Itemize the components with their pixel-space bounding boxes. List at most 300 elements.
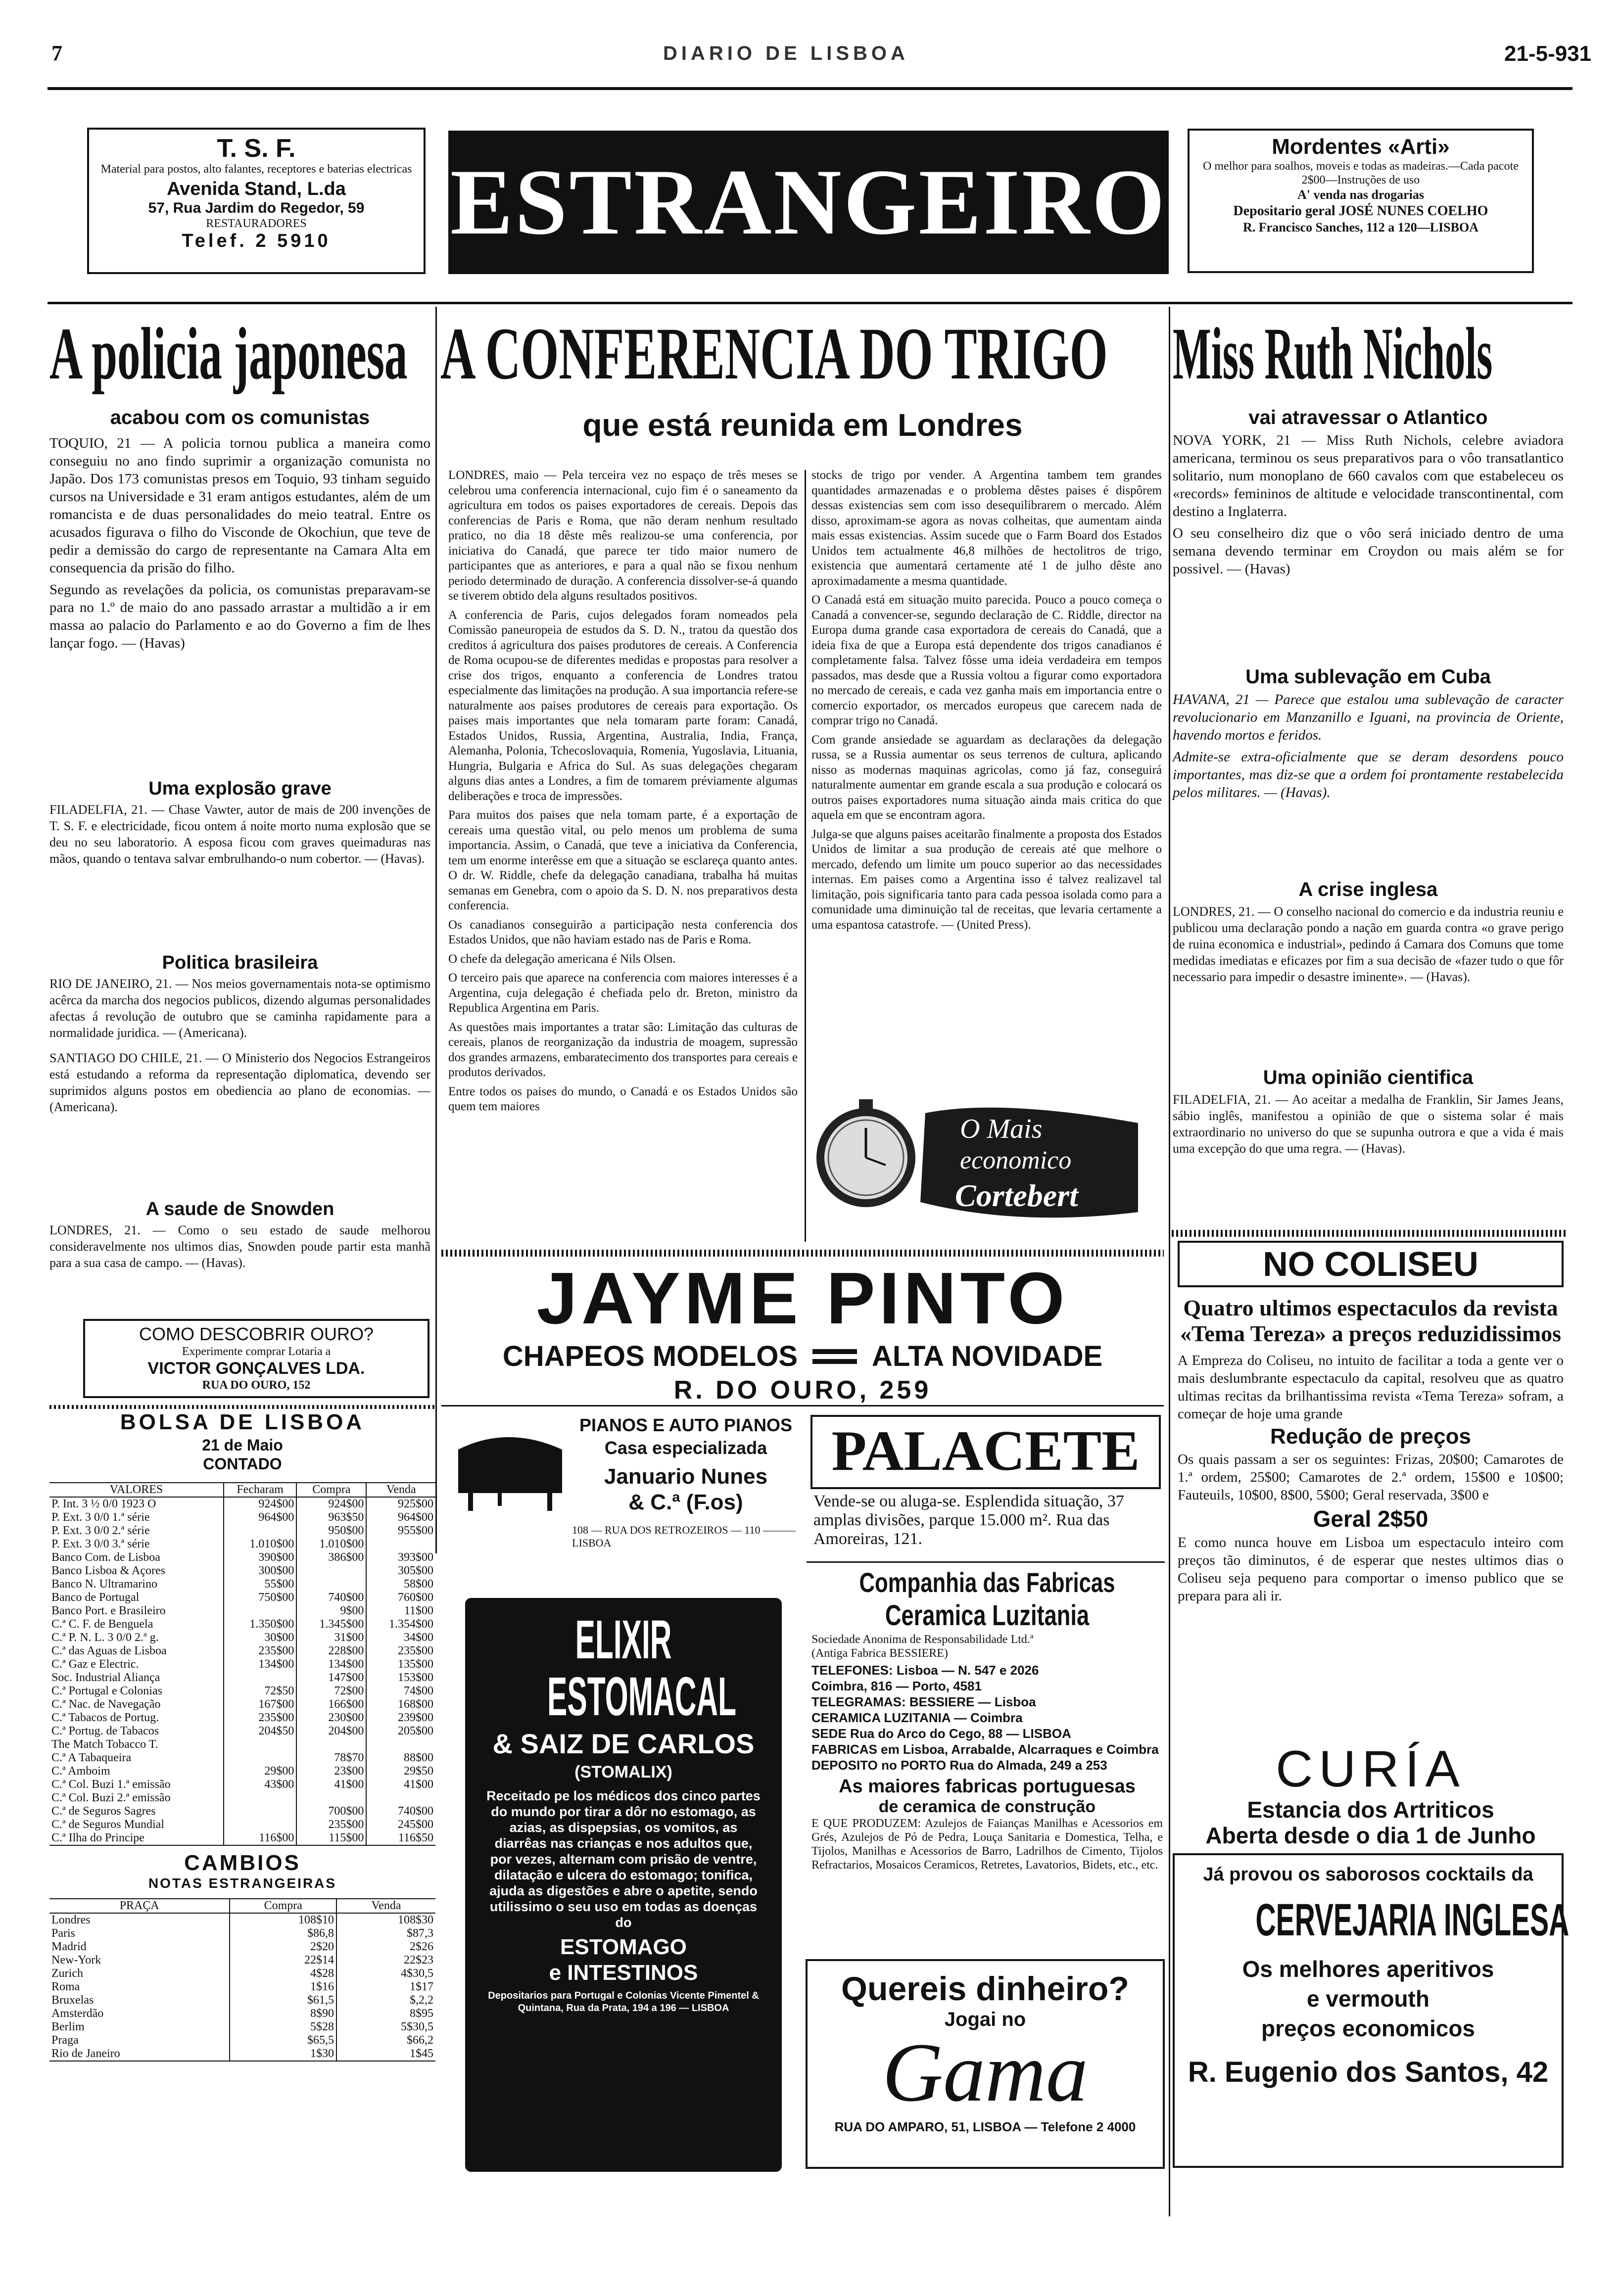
rule — [441, 1405, 1164, 1406]
ad-cervejaria — [1173, 1853, 1570, 2168]
headline: Uma explosão grave — [148, 778, 332, 799]
paragraph: NOVA YORK, 21 — Miss Ruth Nichols, celebre aviadora americana, terminou os seus preparativos para o vôo transatlantico solitario, num monoplano de 660 cavalos com que estabeleceu os «records» femininos de altitude e velocidade transcontinental, com destino a Inglaterra. — [1173, 432, 1564, 519]
table-cell: Londres — [51, 1914, 91, 1926]
cambios-title: CAMBIOS — [184, 1851, 301, 1875]
table-cell: 204$50 — [224, 1725, 297, 1738]
article-nichols — [1173, 307, 1564, 582]
table-cell — [224, 1818, 297, 1831]
table-cell: 740$00 — [296, 1591, 366, 1604]
ad-palacete-text: Vende-se ou aluga-se. Esplendida situação, 37 amplas divisões, parque 15.000 m². Rua das Amoreiras, 121. — [813, 1492, 1124, 1548]
col-header: PRAÇA — [49, 1899, 230, 1913]
table-cell: 88$00 — [366, 1751, 435, 1765]
table-cell: 245$00 — [366, 1818, 435, 1831]
table-cell: 925$00 — [366, 1497, 435, 1511]
table-cell: 1$17 — [336, 1980, 435, 1994]
table-cell: 1.350$00 — [224, 1618, 297, 1631]
subhead: vai atravessar o Atlantico — [1248, 407, 1488, 428]
table-cell — [224, 1805, 297, 1818]
table-cell: C.ª Amboim — [51, 1765, 110, 1778]
table-row — [49, 1698, 435, 1711]
ad-cervejaria-line2: Os melhores aperitivos — [1242, 1956, 1494, 1982]
table-row — [49, 1940, 435, 1954]
ad-curia-title: CURÍA — [1276, 1740, 1466, 1798]
table-cell: 8$95 — [336, 2007, 435, 2020]
table-cell: Madrid — [51, 1940, 87, 1953]
table-cell: 116$00 — [224, 1831, 297, 1845]
ad-cervejaria-line4: preços economicos — [1261, 2015, 1476, 2041]
ad-gama-sub: Jogai no — [944, 2009, 1026, 2030]
table-row — [49, 1658, 435, 1671]
ad-mordentes-line3: Depositario geral JOSÉ NUNES COELHO — [1233, 203, 1488, 219]
table-cell: 2$20 — [230, 1940, 336, 1954]
col-header: Compra — [296, 1483, 366, 1497]
table-cell: 41$00 — [366, 1778, 435, 1791]
table-cell: C.ª de Seguros Sagres — [51, 1805, 156, 1818]
ad-pianos-title: PIANOS E AUTO PIANOS — [579, 1415, 793, 1435]
table-cell: 235$00 — [366, 1644, 435, 1658]
ad-ceramica-highlight2: de ceramica de construção — [878, 1797, 1096, 1816]
ad-ceramica-title2: Ceramica Luzitania — [885, 1599, 1090, 1632]
paragraph: Segundo as revelações da policia, os comunistas preparavam-se para no 1.º de maio do ano passado arrastar a multidão a ir em massa ao palacio do Parlamento e ao do Governo a fim de lhes lançar fogo. — (Havas) — [49, 582, 430, 651]
table-cell: 29$50 — [366, 1765, 435, 1778]
ad-watch-line1: O Mais — [960, 1114, 1043, 1144]
paragraph: LONDRES, maio — Pela terceira vez no espaço de três meses se celebrou uma conferencia internacional, cujo fim é o saneamento da agricultura em todos os paises exportadores de cereais. Depois das conferencias de Paris e Roma, que não deram nenhum resultado pratico, no dia 18 dêste mês realizou-se uma conferencia, por iniciativa do Canadá, que parece ter tido maior numero de participantes que as anteriores, e para a qual não se fixou nenhum periodo determinado de duração. A conferencia dissolver-se-á quando se tiverem obtido dela alguns resultados positivos. — [448, 469, 798, 603]
ad-ceramica — [811, 1566, 1163, 1872]
ad-elixir — [465, 1598, 782, 2172]
table-cell: $86,8 — [230, 1927, 336, 1940]
ad-ceramica-sub2: (Antiga Fabrica BESSIERE) — [811, 1647, 948, 1660]
table-cell: 950$00 — [296, 1524, 366, 1538]
table-cell: 166$00 — [296, 1698, 366, 1711]
table-row — [49, 1618, 435, 1631]
article-brazil — [49, 950, 430, 1115]
ad-watch-brand: Cortebert — [955, 1178, 1078, 1213]
col-header: VALORES — [49, 1483, 224, 1497]
ad-mordentes-line2: A' venda nas drogarias — [1297, 187, 1424, 202]
table-cell: 750$00 — [224, 1591, 297, 1604]
ad-ouro-line4: RUA DO OURO, 152 — [202, 1379, 311, 1392]
table-cell: 964$00 — [224, 1511, 297, 1524]
ad-ceramica-lines — [811, 1662, 1163, 1773]
ad-palacete — [807, 1410, 1165, 1558]
table-cell: 116$50 — [366, 1831, 435, 1845]
table-cell: 22$14 — [230, 1954, 336, 1967]
paragraph: RIO DE JANEIRO, 21. — Nos meios governamentais nota-se optimismo acêrca da marcha dos negocios publicos, dizendo algumas personalidades afectas á revolução de outubro que se caminha rapidamente para a normalidade juridica. — (Americana). — [49, 977, 430, 1040]
ad-jayme-left: CHAPEOS MODELOS — [502, 1340, 798, 1372]
table-cell: 1.010$00 — [296, 1538, 366, 1551]
table-row — [49, 1791, 435, 1805]
table-row — [49, 1551, 435, 1564]
table-cell: Paris — [51, 1927, 75, 1940]
table-cell: 58$00 — [366, 1578, 435, 1591]
paragraph: Os canadianos conseguirão a participação nesta conferencia dos Estados Unidos, que não haviam estado nas de Paris e Roma. — [448, 918, 798, 946]
paragraph: Entre todos os paises do mundo, o Canadá e os Estados Unidos são quem tem maiores — [448, 1084, 798, 1113]
ad-ceramica-title1: Companhia das Fabricas — [859, 1567, 1115, 1598]
paragraph: A Empreza do Coliseu, no intuito de facilitar a toda a gente ver o mais deslumbrante espectaculo da capital, resolveu que as quatro ultimas recitas da brilhantissima revista «Tema Tereza» sofram, a começar de hoje uma grande — [1178, 1353, 1564, 1422]
ad-ceramica-line: Coimbra, 816 — Porto, 4581 — [811, 1679, 982, 1693]
table-row — [49, 2020, 435, 2034]
headline: A saude de Snowden — [145, 1199, 334, 1219]
ad-pianos — [443, 1410, 800, 1558]
table-cell: C.ª de Seguros Mundial — [51, 1818, 164, 1831]
table-row — [49, 1538, 435, 1551]
ad-mordentes — [1188, 129, 1534, 273]
masthead-rule — [48, 87, 1572, 90]
table-cell: C.ª Ilha do Principe — [51, 1831, 144, 1844]
article-wheat — [440, 307, 1165, 447]
bolsa-title: BOLSA DE LISBOA — [120, 1410, 365, 1434]
table-row — [49, 1711, 435, 1725]
table-row — [49, 1927, 435, 1940]
column-rule-1 — [435, 307, 437, 1553]
table-cell — [224, 1524, 297, 1538]
article-crise — [1173, 876, 1564, 985]
table-row — [49, 1738, 435, 1751]
wheat-column-left — [448, 468, 798, 1119]
paragraph: O seu conselheiro diz que o vôo será iniciado dentro de uma semana devendo terminar em Croydon ou mais além se for possivel. — (Havas) — [1173, 525, 1564, 577]
paragraph: FILADELFIA, 21. — Chase Vawter, autor de mais de 200 invenções de T. S. F. e electricidade, ficou ontem á noite morto numa explosão que se deu no seu laboratorio. A esposa ficou com graves queimaduras nas mãos, quando o tentava salvar embrulhando-o num cobertor. — (Havas). — [49, 802, 430, 866]
table-cell: 386$00 — [296, 1551, 366, 1564]
ad-ouro-line3: VICTOR GONÇALVES LDA. — [147, 1359, 365, 1378]
table-cell — [296, 1564, 366, 1578]
table-cell: 205$00 — [366, 1725, 435, 1738]
issue-date: 21-5-931 — [1504, 42, 1592, 66]
table-cell: 153$00 — [366, 1671, 435, 1685]
headline: Politica brasileira — [162, 952, 318, 973]
table-row — [49, 1631, 435, 1644]
page-number: 7 — [51, 41, 62, 65]
ad-jayme-address: R. DO OURO, 259 — [673, 1376, 932, 1405]
table-row — [49, 1497, 435, 1511]
ad-ceramica-line: SEDE Rua do Arco do Cego, 88 — LISBOA — [811, 1726, 1071, 1741]
paragraph: A conferencia de Paris, cujos delegados foram nomeados pela Comissão paneuropeia de estudos da S. D. N., tratou da questão dos creditos á agricultura dos paises produtores de cereais. A Conferencia de Roma ocupou-se de diferentes medidas e propostas para resolver a crise dos trigos, enquanto a conferencia de Londres tratou especialmente das limitações na produção. A sua importancia refere-se naturalmente aos paises produtores de cereais para exportação. Os paises mais importantes que nela tomaram parte foram: Canadá, Estados Unidos, Russia, Argentina, Australia, India, França, Alemanha, Polonia, Tchecoslovaquia, Romenia, Yugoslavia, Lituania, Hungria, Bulgaria e Africa do Sul. As suas delegações chegaram alguns dias antes a Londres, a fim de tomarem préviamente algumas deliberações e troca de impressões. — [448, 608, 798, 803]
table-cell: 134$00 — [296, 1658, 366, 1671]
table-cell — [224, 1738, 297, 1751]
ad-tsf-phone: Telef. 2 5910 — [182, 231, 331, 251]
table-cell: C.ª Portugal e Colonias — [51, 1685, 162, 1697]
table-cell — [296, 1791, 366, 1805]
table-row — [49, 2047, 435, 2061]
ad-ceramica-line: FABRICAS em Lisboa, Arrabalde, Alcarraques e Coimbra — [811, 1742, 1159, 1757]
ad-elixir-paren: (STOMALIX) — [574, 1763, 672, 1781]
table-cell: 390$00 — [224, 1551, 297, 1564]
headline: A CONFERENCIA DO TRIGO — [440, 313, 1108, 395]
table-cell: 1$30 — [230, 2047, 336, 2061]
table-cell: 963$50 — [296, 1511, 366, 1524]
table-cell: 9$00 — [296, 1604, 366, 1618]
section-banner — [448, 131, 1169, 274]
ad-gama-question: Quereis dinheiro? — [841, 1970, 1129, 2008]
table-row — [49, 1805, 435, 1818]
table-row — [49, 1524, 435, 1538]
ad-elixir-depot: Depositarios para Portugal e Colonias Vicente Pimentel & Quintana, Rua da Prata, 194 a 196 — LISBOA — [488, 1990, 759, 2014]
ad-cervejaria-line3: e vermouth — [1307, 1986, 1429, 2012]
bolsa-date: 21 de Maio — [202, 1436, 283, 1454]
table-cell — [366, 1791, 435, 1805]
ad-elixir-title2: ESTOMACAL — [547, 1666, 737, 1727]
table-cell: Soc. Industrial Aliança — [51, 1671, 160, 1684]
ad-ceramica-footer: E QUE PRODUZEM: Azulejos de Faianças Manilhas e Acessorios em Grés, Azulejos de Pó de Pedra, Louça Sanitaria e Domestica, Telha, e Tijolos, Manilhas e Acessorios de Barro, Ladrilhos de Cimento, Tijolos Refractarios, Mosaicos Ceramicos, Retretes, Lavatorios, Bidets, etc., etc. — [811, 1817, 1163, 1872]
table-cell: 2$26 — [336, 1940, 435, 1954]
ad-pianos-name2: & C.ª (F.os) — [628, 1490, 743, 1514]
table-row — [49, 2034, 435, 2047]
table-cell: 43$00 — [224, 1778, 297, 1791]
table-row — [49, 1778, 435, 1791]
ad-tsf-address: 57, Rua Jardim do Regedor, 59 — [148, 200, 365, 216]
table-row — [49, 1831, 435, 1845]
ad-elixir-ending2: e INTESTINOS — [549, 1961, 698, 1985]
article-japan — [49, 307, 430, 656]
table-cell: 1.010$00 — [224, 1538, 297, 1551]
table-cell: $65,5 — [230, 2034, 336, 2047]
table-cell: 235$00 — [224, 1711, 297, 1725]
ad-curia — [1178, 1741, 1564, 1848]
ad-mordentes-line1: O melhor para soalhos, moveis e todas as madeiras.—Cada pacote 2$00—Instruções de uso — [1203, 160, 1519, 187]
ad-elixir-ending1: ESTOMAGO — [560, 1935, 687, 1959]
table-cell: 108$30 — [336, 1913, 435, 1927]
table-cell: C.ª Gaz e Electric. — [51, 1658, 139, 1671]
subhead: que está reunida em Londres — [582, 407, 1023, 443]
col-header: Compra — [230, 1899, 336, 1913]
table-cell: Banco Lisboa & Açores — [51, 1564, 165, 1577]
table-cell: C.ª A Tabaqueira — [51, 1751, 132, 1764]
table-cell: P. Ext. 3 0/0 3.ª série — [51, 1538, 150, 1550]
ad-elixir-title1: ELIXIR — [575, 1609, 672, 1670]
table-cell: 55$00 — [224, 1578, 297, 1591]
col-header: Fecharam — [224, 1483, 297, 1497]
article-explosion — [49, 776, 430, 867]
paragraph: Julga-se que alguns paises aceitarão finalmente a proposta dos Estados Unidos de limitar a sua produção de cereais até que melhore o mercado, defendo um limite um pouco superior ao das necessidades internas. Em paises como a Argentina isso é talvez realizavel tal limitação, pois significaria tanto para cada pessoa isolada como para a comunidade uma diminuição tal de receitas, que levaria certamente a uma espantosa catastrofe. — (United Press). — [811, 827, 1162, 932]
table-cell: 41$00 — [296, 1778, 366, 1791]
table-cell: Zurich — [51, 1967, 83, 1980]
table-row — [49, 1967, 435, 1980]
table-row — [49, 1751, 435, 1765]
ad-ceramica-line: TELEFONES: Lisboa — N. 547 e 2026 — [811, 1663, 1039, 1678]
ad-watch — [811, 1078, 1158, 1237]
table-cell: Roma — [51, 1980, 80, 1993]
table-cell — [224, 1751, 297, 1765]
ad-ceramica-highlight1: As maiores fabricas portuguesas — [839, 1776, 1136, 1797]
ad-ouro-line2: Experimente comprar Lotaria a — [182, 1345, 331, 1358]
ad-gama-name: Gama — [882, 2026, 1088, 2119]
table-cell: 78$70 — [296, 1751, 366, 1765]
table-cell: Banco N. Ultramarino — [51, 1578, 157, 1591]
table-cell: Bruxelas — [51, 1994, 94, 2007]
table-cell: $61,5 — [230, 1994, 336, 2007]
paper-name: DIARIO DE LISBOA — [663, 43, 909, 64]
table-cell: 305$00 — [366, 1564, 435, 1578]
coliseu-section — [1178, 1241, 1564, 1605]
table-row — [49, 1818, 435, 1831]
table-cell: 964$00 — [366, 1511, 435, 1524]
table-cell: Banco Com. de Lisboa — [51, 1551, 160, 1564]
ad-tsf-company: Avenida Stand, L.da — [167, 179, 346, 199]
table-cell: C.ª Nac. de Navegação — [51, 1698, 161, 1711]
subhead: acabou com os comunistas — [110, 407, 370, 428]
table-cell: 1$45 — [336, 2047, 435, 2061]
article-snowden — [49, 1196, 430, 1271]
table-row — [49, 1511, 435, 1524]
table-cell — [366, 1738, 435, 1751]
table-cell: 1.345$00 — [296, 1618, 366, 1631]
table-cell: 955$00 — [366, 1524, 435, 1538]
table-row — [49, 1604, 435, 1618]
table-row — [49, 1913, 435, 1927]
table-cell: 4$28 — [230, 1967, 336, 1980]
bolsa-section — [49, 1405, 435, 2062]
section-title: ESTRANGEIRO — [450, 150, 1167, 254]
ad-palacete-title: PALACETE — [831, 1419, 1140, 1483]
table-cell: 74$00 — [366, 1685, 435, 1698]
table-cell: 72$50 — [224, 1685, 297, 1698]
wheat-column-right — [811, 468, 1162, 937]
table-cell: 30$00 — [224, 1631, 297, 1644]
table-cell: 22$23 — [336, 1954, 435, 1967]
ad-curia-line1: Estancia dos Artriticos — [1247, 1797, 1494, 1823]
paragraph: Admite-se extra-oficialmente que se deram desordens pouco importantes, mas diz-se que a ordem foi prontamente restabelecida pelos militares. — (Havas). — [1173, 749, 1564, 800]
ad-elixir-body: Receitado pe los médicos dos cinco partes do mundo por tirar a dôr no estomago, as azias, as dispepsias, os vomitos, as diarrêas nas crianças e nos adultos que, por vezes, alternam com prisão de ventre, dilatação e ulcera do estomago; tonifica, ajuda as digestões e abre o apetite, sendo utilissimo o seu uso em todas as doenças do — [486, 1788, 761, 1930]
table-cell: 228$00 — [296, 1644, 366, 1658]
table-cell: C.ª P. N. L. 3 0/0 2.ª g. — [51, 1631, 159, 1644]
table-cell: 11$00 — [366, 1604, 435, 1618]
table-cell: 1.354$00 — [366, 1618, 435, 1631]
table-row — [49, 1725, 435, 1738]
table-cell: 31$00 — [296, 1631, 366, 1644]
table-cell — [366, 1538, 435, 1551]
table-cell: 167$00 — [224, 1698, 297, 1711]
headline: Uma opinião cientifica — [1263, 1067, 1474, 1088]
table-cell: C.ª C. F. de Benguela — [51, 1618, 153, 1631]
paragraph: O Canadá está em situação muito parecida. Pouco a pouco começa o Canadá a convencer-se, segundo declaração de C. Riddle, director na Europa duma grande casa exportadora de cereais do Canadá, que a ideia fixa de que a Europa está dependente dos trigos canadianos é completamente falsa. Talvez fôsse uma ideia verdadeira em tempos passados, mas desde que a Russia voltou a figurar como exportadora no mercado de cereais, e cada vez ganha mais em importancia entre o comercio exportador, os mercados europeus que carecem nada de comprar trigo no Canadá. — [811, 593, 1162, 727]
table-cell: 34$00 — [366, 1631, 435, 1644]
table-cell: 4$30,5 — [336, 1967, 435, 1980]
table-cell: Rio de Janeiro — [51, 2047, 120, 2060]
ad-gama — [806, 1959, 1165, 2169]
ad-mordentes-line4: R. Francisco Sanches, 112 a 120—LISBOA — [1243, 220, 1478, 234]
table-cell: 134$00 — [224, 1658, 297, 1671]
paragraph: O terceiro pais que aparece na conferencia com maiores interesses é a Argentina, cuja delegação é chefiada pelo dr. Breton, ministro da Republica Argentina em Paris. — [448, 971, 798, 1015]
article-cuba — [1173, 663, 1564, 805]
ad-jayme-right: ALTA NOVIDADE — [872, 1340, 1103, 1372]
ad-cervejaria-address: R. Eugenio dos Santos, 42 — [1188, 2056, 1549, 2088]
table-cell: 72$00 — [296, 1685, 366, 1698]
ad-ceramica-line: DEPOSITO no PORTO Rua do Almada, 249 a 253 — [811, 1758, 1107, 1773]
table-cell: 239$00 — [366, 1711, 435, 1725]
dotted-rule — [49, 1405, 435, 1409]
table-cell: 924$00 — [224, 1497, 297, 1511]
ad-pianos-address: 108 — RUA DOS RETROZEIROS — 110 ——— LISBOA — [572, 1524, 796, 1549]
table-row — [49, 1591, 435, 1604]
headline: Quatro ultimos espectaculos da revista «Tema Tereza» a preços reduzidissimos — [1180, 1295, 1562, 1346]
paragraph: As questões mais importantes a tratar são: Limitação das culturas de cereais, planos de reorganização da industria de moagem, supressão dos grandes armazens, embaratecimento dos transportes para cereais e produtos derivados. — [448, 1020, 798, 1079]
table-cell: Berlim — [51, 2020, 85, 2033]
table-cell: P. Ext. 3 0/0 1.ª série — [51, 1511, 150, 1524]
table-row — [49, 1578, 435, 1591]
table-cell: 230$00 — [296, 1711, 366, 1725]
paragraph: LONDRES, 21. — Como o seu estado de saude melhorou consideravelmente nos ultimos dias, Snowden poude partir esta manhã para a sua casa de campo. — (Havas). — [49, 1223, 430, 1270]
rule — [807, 1561, 1165, 1563]
ad-mordentes-title: Mordentes «Arti» — [1272, 135, 1450, 159]
table-cell — [224, 1671, 297, 1685]
ad-ceramica-line: TELEGRAMAS: BESSIERE — Lisboa — [811, 1694, 1036, 1709]
table-cell: 204$00 — [296, 1725, 366, 1738]
ad-tsf-title: T. S. F. — [217, 134, 296, 163]
ad-tsf — [87, 128, 426, 274]
table-cell — [296, 1578, 366, 1591]
coliseu-geral: Geral 2$50 — [1313, 1506, 1429, 1532]
ad-curia-line2: Aberta desde o dia 1 de Junho — [1205, 1823, 1536, 1848]
header-rule — [48, 302, 1572, 304]
table-cell: 235$00 — [296, 1818, 366, 1831]
table-cell: 5$28 — [230, 2020, 336, 2034]
table-cell: P. Int. 3 ½ 0/0 1923 O — [51, 1498, 156, 1510]
article-opiniao — [1173, 1064, 1564, 1157]
table-cell: C.ª das Aguas de Lisboa — [51, 1644, 167, 1657]
table-row — [49, 1564, 435, 1578]
piano-icon — [448, 1430, 572, 1514]
paragraph: stocks de trigo por vender. A Argentina tambem tem grandes quantidades armazenadas e o problema dêstes paises é dispôrem dessas existencias sem com isso desequilibrarem o mercado. Além disso, aproximam-se agora as novas colheitas, que aumentam ainda mais essas existencias. Assim sucede que o Farm Board dos Estados Unidos tem actualmente 46,8 milhões de hectolitros de trigo, existencia que aumentará certamente até 1 de julho dêste ano aproximadamente a mesma quantidade. — [811, 469, 1162, 588]
table-cell: 8$90 — [230, 2007, 336, 2020]
coliseu-title: NO COLISEU — [1178, 1241, 1564, 1287]
table-cell: 29$00 — [224, 1765, 297, 1778]
table-cell: 393$00 — [366, 1551, 435, 1564]
paragraph: Para muitos dos paises que nela tomam parte, é a exportação de cereais uma questão vital, ou pelo menos um problema de suma importancia. Assim, o Canadá, que teve a iniciativa da Conferencia, tem um enorme interêsse em que a situação se esclareça quanto antes. O dr. W. Riddle, chefe da delegação canadiana, trabalha há muitas semanas em Genebra, com o apoio da S. D. N. nos preparativos desta conferencia. — [448, 808, 798, 912]
paragraph: TOQUIO, 21 — A policia tornou publica a maneira como conseguiu no ano findo suprimir a organização comunista no Japão. Dos 173 comunistas presos em Toquio, 93 tinham seguido cursos na Universidade e 31 eram antigos estudantes, além de um romancista e de duas personalidades do meio teatral. Entre os acusados figurava o filho do Visconde de Okochiun, que teve de pedir a demissão do cargo de representante na Camara Alta em consequencia da prisão do filho. — [49, 435, 430, 576]
headline: Miss Ruth Nichols — [1173, 313, 1493, 395]
table-row — [49, 1980, 435, 1994]
cambios-table — [49, 1898, 435, 2062]
paragraph: Os quais passam a ser os seguintes: Frizas, 20$00; Camarotes de 1.ª ordem, 25$00; Camarotes de 2.ª ordem, 15$00 e 10$00; Fauteuils, 10$00, 8$00, 5$00; Geral reservada, 3$00 e — [1178, 1452, 1564, 1503]
table-cell: The Match Tobacco T. — [51, 1738, 158, 1751]
table-cell: 1$16 — [230, 1980, 336, 1994]
ad-pianos-name1: Januario Nunes — [604, 1464, 768, 1489]
table-cell: New-York — [51, 1954, 101, 1967]
table-cell: $87,3 — [336, 1927, 435, 1940]
ad-jayme — [441, 1258, 1164, 1407]
table-row — [49, 2007, 435, 2020]
headline: A policia japonesa — [49, 313, 408, 395]
ad-jayme-name: JAYME PINTO — [536, 1258, 1069, 1339]
table-cell: C.ª Col. Buzi 1.ª emissão — [51, 1778, 171, 1791]
table-cell — [296, 1738, 366, 1751]
ad-ouro-line1: COMO DESCOBRIR OURO? — [139, 1324, 374, 1344]
table-cell: $66,2 — [336, 2034, 435, 2047]
table-cell: 740$00 — [366, 1805, 435, 1818]
cambios-sub: NOTAS ESTRANGEIRAS — [148, 1875, 337, 1891]
table-row — [49, 1994, 435, 2007]
headline: A crise inglesa — [1298, 879, 1438, 900]
table-cell: 108$10 — [230, 1913, 336, 1927]
column-rule-3 — [1169, 307, 1170, 2216]
table-cell: 135$00 — [366, 1658, 435, 1671]
table-cell: 700$00 — [296, 1805, 366, 1818]
table-cell: 300$00 — [224, 1564, 297, 1578]
table-row — [49, 1765, 435, 1778]
table-cell: Amsterdão — [51, 2007, 104, 2020]
paragraph: Com grande ansiedade se aguardam as declarações da delegação russa, se a Russia aumentar os seus terrenos de cultura, aplicando nisso as modernas maquinas agricolas, como já faz, conseguirá naturalmente aumentar em grande escala a sua produção e colocará os outros paises exportadores numa situação ainda mais critica do que aquela em que se encontram agora. — [811, 733, 1162, 822]
table-cell: P. Ext. 3 0/0 2.ª série — [51, 1524, 150, 1537]
table-cell: 760$00 — [366, 1591, 435, 1604]
table-cell: C.ª Portug. de Tabacos — [51, 1725, 159, 1737]
table-cell — [224, 1791, 297, 1805]
ad-pianos-sub: Casa especializada — [604, 1438, 767, 1458]
column-rule-2 — [805, 470, 806, 1242]
table-cell — [224, 1604, 297, 1618]
dotted-rule — [1172, 1230, 1568, 1237]
paragraph: E como nunca houve em Lisboa um espectaculo inteiro com preços tão diminutos, é de esperar que nestes ultimos dias o Coliseu seja pequeno para comportar o imenso publico que se prepara para ali ir. — [1178, 1535, 1564, 1604]
ad-watch-line2: economico — [960, 1146, 1072, 1174]
paragraph: FILADELFIA, 21. — Ao aceitar a medalha de Franklin, Sir James Jeans, sábio inglês, manifestou a opinião de que o sistema solar é mais extraordinario no universo do que se supunha outrora e que a vida é mais uma excepção do que uma regra. — (Havas). — [1173, 1092, 1564, 1156]
